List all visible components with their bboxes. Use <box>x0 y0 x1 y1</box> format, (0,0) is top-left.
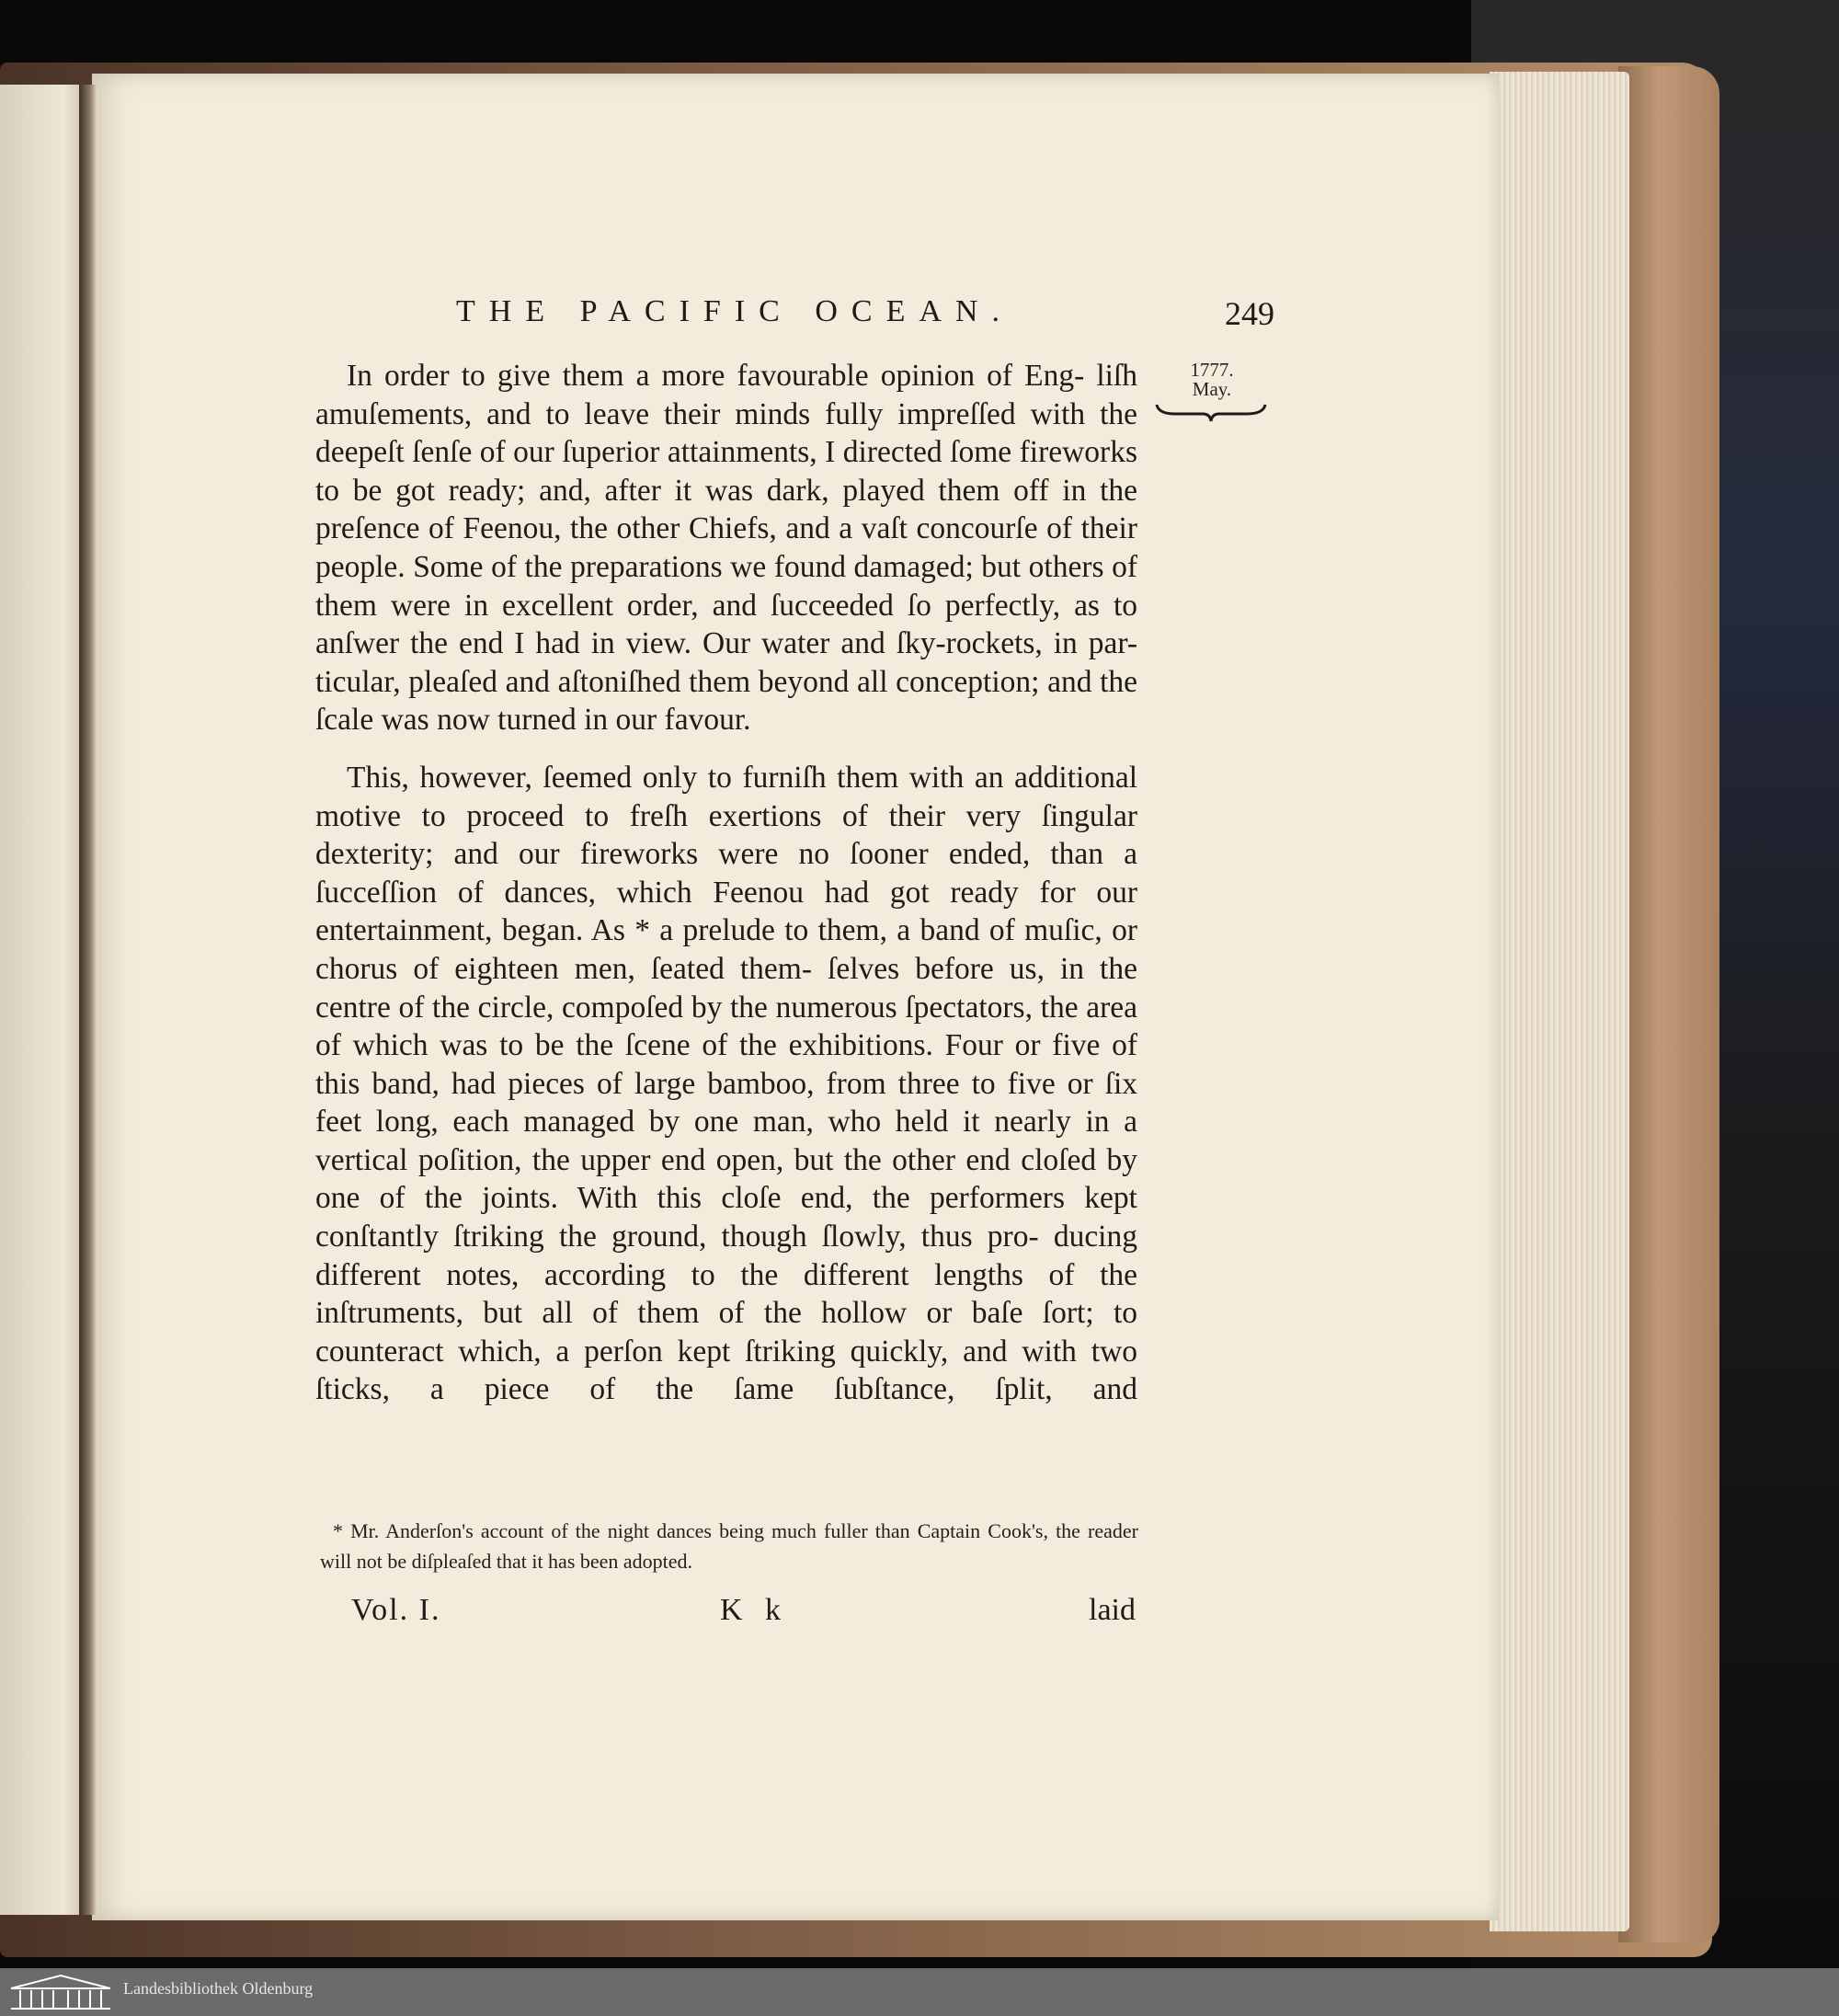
text-line: for our entertainment, began. As * a prelude to them, a <box>315 875 1138 948</box>
body-text <box>315 357 1137 1409</box>
margin-note-month: May. <box>1192 378 1232 400</box>
text-line: the end I had in view. Our water and ſky-rockets, in par- <box>410 626 1138 661</box>
page-number: 249 <box>1225 295 1274 332</box>
text-line: one of the joints. With this cloſe end, the performers kept <box>315 1181 1137 1216</box>
text-line: played them off in the preſence of Feenou, the other <box>315 473 1138 546</box>
footnote: * Mr. Anderſon's account of the night dances being much fuller than Captain Cook's, the reader will not be diſpleaſed that it has been adopted. <box>320 1519 1138 1573</box>
text-line: the numerous ſpectators, the area of which was to be the <box>315 990 1137 1063</box>
page-block-edges <box>1490 72 1629 1931</box>
gutter <box>79 85 97 1915</box>
text-line: the inſtruments, but all of them of the hollow or baſe ſort; <box>315 1257 1138 1331</box>
running-head: THE PACIFIC OCEAN. <box>456 294 1013 328</box>
text-line: ſcene of the exhibitions. Four or five of this band, had <box>315 1028 1138 1101</box>
text-line: ducing different notes, according to the different lengths of <box>315 1220 1137 1292</box>
paragraph-1 <box>315 357 1137 739</box>
text-line: than a ſucceſſion of dances, which Feenou had got ready <box>315 837 1138 910</box>
footer-label[interactable]: Landesbibliothek Oldenburg <box>123 1979 314 1998</box>
paragraph-2 <box>315 759 1137 1409</box>
text-line: poſition, the upper end open, but the other end cloſed by <box>417 1142 1137 1177</box>
text-line: preparations we found damaged; but others of them were <box>315 549 1138 623</box>
text-line: to counteract which, a perſon kept ſtriking quickly, and <box>315 1296 1138 1369</box>
text-line: pieces of large bamboo, from three to five or ſix feet long, <box>315 1066 1137 1140</box>
text-line: liſh amuſements, and to leave their minds fully impreſſed <box>315 359 1137 431</box>
text-line: ſelves before us, in the centre of the circle, compoſed by <box>315 951 1137 1025</box>
text-line: each managed by one man, who held it nearly in a vertical <box>315 1105 1138 1177</box>
text-line: This, however, ſeemed only to furniſh them with an <box>347 760 1004 795</box>
text-line: and the ſcale was now turned in our favour. <box>315 664 1138 738</box>
margin-note-year: 1777. <box>1190 359 1234 381</box>
text-line: In order to give them a more favourable opinion of Eng- <box>347 359 1085 393</box>
book-cover-edge <box>1618 66 1719 1942</box>
text-line: in excellent order, and ſucceeded ſo perfectly, as to anſwer <box>315 588 1137 661</box>
text-line: ſingular dexterity; and our fireworks were no ſooner ended, <box>315 798 1137 872</box>
library-building-icon[interactable] <box>7 1972 114 2012</box>
text-line: additional motive to proceed to freſh exertions of their very <box>315 760 1137 833</box>
text-line: Chiefs, and a vaſt concourſe of their people. Some of the <box>315 511 1137 584</box>
volume-signature: Vol. I. <box>351 1593 441 1627</box>
text-line: with the deepeſt ſenſe of our ſuperior attainments, I directed <box>315 396 1138 470</box>
text-line: with two ſticks, a piece of the ſame ſubſtance, ſplit, and <box>315 1334 1138 1407</box>
signature-mark: K k <box>720 1593 789 1627</box>
catchword: laid <box>1089 1593 1136 1627</box>
text-line: conſtantly ſtriking the ground, though ſlowly, thus pro- <box>315 1220 1039 1254</box>
text-line: ſome fireworks to be got ready; and, after it was dark, <box>315 435 1137 508</box>
left-page <box>0 85 85 1915</box>
margin-brace-icon <box>1155 401 1267 425</box>
text-line: band of muſic, or chorus of eighteen men, ſeated them- <box>315 913 1137 986</box>
footer-bar <box>0 1968 1839 2016</box>
text-line: ticular, pleaſed and aſtoniſhed them beyond all conception; <box>315 664 1040 699</box>
